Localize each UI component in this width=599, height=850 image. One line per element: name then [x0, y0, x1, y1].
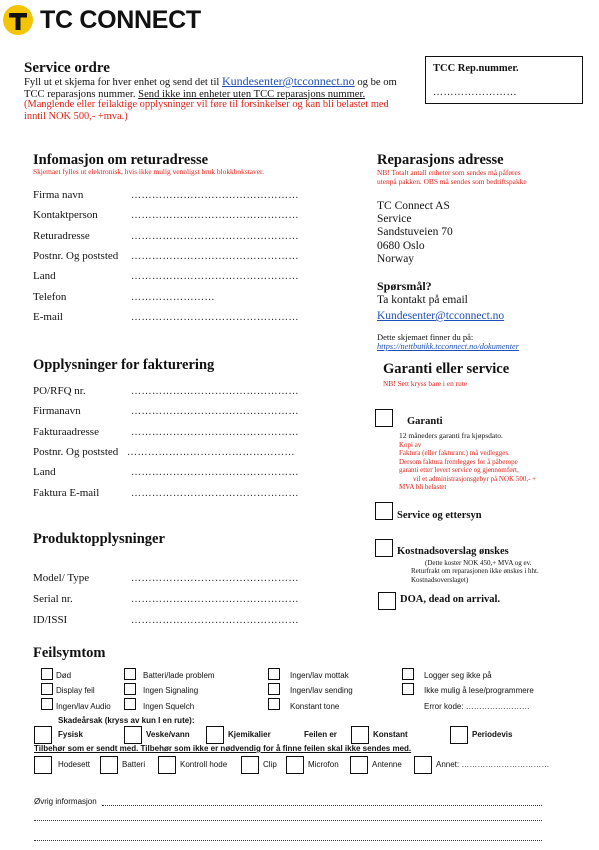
field-label: Kontaktperson	[33, 209, 98, 222]
repair-note-2: utenpå pakken. OBS må sendes som bedriftspakke	[377, 177, 527, 186]
symptom-sending-label: Ingen/lav sending	[290, 686, 353, 695]
garanti-term: Dersom faktura fremlegges for å påberope	[399, 457, 518, 466]
field-input[interactable]: …………………………………………	[131, 271, 299, 283]
accessory-clip-checkbox[interactable]	[241, 756, 259, 774]
garanti-desc: 12 måneders garanti fra kjøpsdato.	[399, 431, 503, 440]
symptom-audio-checkbox[interactable]	[41, 698, 53, 710]
question-heading: Spørsmål?	[377, 279, 432, 293]
contact-text: Ta kontakt på email	[377, 294, 468, 306]
field-label: Returadresse	[33, 229, 90, 242]
page-title: Service ordre	[24, 60, 110, 76]
brand-logo	[2, 4, 212, 36]
form-location-link[interactable]: https://nettbutikk.tcconnect.no/dokumenter	[377, 342, 519, 351]
symptoms-title: Feilsymtom	[33, 645, 106, 661]
field-label: Model/ Type	[33, 572, 90, 584]
symptom-login-label: Logger seg ikke på	[424, 671, 492, 680]
accessory-headset-checkbox[interactable]	[34, 756, 52, 774]
repair-line: Sandstuveien 70	[377, 226, 453, 239]
field-label: Postnr. Og poststed	[33, 445, 119, 458]
return-address-title: Infomasjon om returadresse	[33, 152, 209, 168]
damage-kjemikalier-label: Kjemikalier	[228, 730, 271, 739]
garanti-term: Kopi av	[399, 441, 422, 449]
garanti-term: MVA bli belastet	[399, 483, 447, 492]
damage-veske-checkbox[interactable]	[124, 726, 142, 744]
field-label: E-mail	[33, 310, 63, 323]
garanti-term: garanti etter levert service og gjennomført,	[399, 466, 519, 475]
field-input[interactable]: …………………………………………	[127, 446, 295, 458]
garanti-terms	[399, 441, 599, 491]
field-input[interactable]: …………………………………………	[131, 230, 299, 242]
field-label: Faktura E-mail	[33, 486, 100, 499]
intro-email-link[interactable]: Kundesenter@tcconnect.no	[222, 74, 355, 88]
field-input[interactable]: …………………………………………	[131, 250, 299, 262]
repair-line: Norway	[377, 252, 415, 265]
damage-fysisk-checkbox[interactable]	[34, 726, 52, 744]
other-info-line-3[interactable]	[34, 840, 542, 841]
intro-warning: (Manglende eller feilaktige opplysninger vil føre til forsinkelser og kan bli belastet med inntil NOK 500,- +mva.)	[24, 99, 389, 122]
accessory-microphone-label: Microfon	[308, 760, 339, 769]
field-label: ID/ISSI	[33, 614, 68, 626]
intro-text	[24, 76, 414, 100]
damage-periodevis-label: Periodevis	[472, 730, 513, 739]
field-label: Land	[33, 466, 56, 479]
field-label: Postnr. Og poststed	[33, 249, 119, 262]
rep-number-box[interactable]	[425, 56, 583, 104]
field-input[interactable]: …………………………………………	[131, 573, 299, 584]
symptom-squelch-label: Ingen Squelch	[143, 702, 195, 711]
symptom-battery-checkbox[interactable]	[124, 668, 136, 680]
field-input[interactable]: …………………………………………	[131, 386, 299, 397]
field-label: Firmanavn	[33, 405, 81, 418]
intro-part-1: Fyll ut et skjema for hver enhet og send det til	[24, 77, 220, 88]
estimate-desc-line: Returfrakt om reparasjonen ikke ønskes i hht.	[411, 567, 539, 576]
brand-name: TC CONNECT	[40, 6, 201, 34]
damage-kjemikalier-checkbox[interactable]	[206, 726, 224, 744]
field-label: Serial nr.	[33, 593, 73, 605]
accessory-control-head-label: Kontroll hode	[180, 760, 228, 769]
symptom-signaling-checkbox[interactable]	[124, 683, 136, 695]
doa-label: DOA, dead on arrival.	[400, 594, 501, 605]
symptom-display-checkbox[interactable]	[41, 683, 53, 695]
field-input[interactable]: …………………………………………	[131, 311, 299, 323]
field-input[interactable]: …………………………………………	[131, 487, 299, 499]
accessory-antenna-label: Antenne	[372, 760, 402, 769]
repair-line: 0680 Oslo	[377, 239, 425, 252]
form-location-text: Dette skjemaet finner du på:	[377, 332, 474, 342]
estimate-desc-line: (Dette koster NOK 450,+ MVA og ev.	[425, 559, 532, 567]
garanti-term: Faktura (eller fakturanr.) må vedlegges.	[399, 449, 510, 458]
accessory-other-checkbox[interactable]	[414, 756, 432, 774]
accessory-microphone-checkbox[interactable]	[286, 756, 304, 774]
symptom-programming-label: Ikke mulig å lese/programmere	[424, 686, 534, 695]
field-input[interactable]: …………………………………………	[131, 406, 299, 418]
other-info-label: Øvrig informasjon	[34, 797, 97, 806]
service-checkbox[interactable]	[375, 502, 393, 520]
symptom-programming-checkbox[interactable]	[402, 683, 414, 695]
accessories-note: Tilbehør som er sendt med. Tilbehør som ikke er nødvendig for å finne feilen skal ikke sendes med.	[34, 744, 412, 753]
field-label: Firma navn	[33, 189, 84, 201]
fault-type-label: Feilen er	[304, 730, 337, 739]
service-label: Service og ettersyn	[397, 510, 482, 521]
symptom-tone-label: Konstant tone	[290, 702, 340, 711]
symptom-squelch-checkbox[interactable]	[124, 698, 136, 710]
estimate-checkbox[interactable]	[375, 539, 393, 557]
repair-line: Service	[377, 213, 412, 226]
intro-part-3: TCC reparasjons nummer.	[24, 88, 136, 100]
accessory-antenna-checkbox[interactable]	[350, 756, 368, 774]
repair-line: TC Connect AS	[377, 200, 450, 212]
repair-address-lines	[377, 200, 453, 266]
damage-konstant-checkbox[interactable]	[351, 726, 369, 744]
field-input[interactable]: …………………………………………	[131, 594, 299, 605]
error-code-field[interactable]: Error kode: ……………………	[424, 702, 530, 711]
estimate-desc-line: Kostnadsoverslaget)	[411, 575, 469, 584]
damage-konstant-label: Konstant	[373, 730, 408, 739]
field-label: Land	[33, 270, 56, 283]
accessory-battery-label: Batteri	[122, 760, 146, 769]
damage-periodevis-checkbox[interactable]	[450, 726, 468, 744]
field-input[interactable]: …………………………………………	[131, 467, 299, 479]
damage-fysisk-label: Fysisk	[58, 730, 83, 739]
symptom-dod-checkbox[interactable]	[41, 668, 53, 680]
garanti-checkbox[interactable]	[375, 409, 393, 427]
contact-email-link[interactable]: Kundesenter@tcconnect.no	[377, 310, 505, 322]
symptom-sending-checkbox[interactable]	[268, 683, 280, 695]
other-info-line-2[interactable]	[34, 820, 542, 821]
doa-checkbox[interactable]	[378, 592, 396, 610]
estimate-label: Kostnadsoverslag ønskes	[397, 546, 509, 557]
symptom-login-checkbox[interactable]	[402, 668, 414, 680]
field-label: Fakturaadresse	[33, 425, 99, 438]
garanti-term: vil et administrasjonsgebyr på NOK 500,- +	[413, 474, 537, 483]
field-label: PO/RFQ nr.	[33, 385, 86, 397]
damage-veske-label: Veske/vann	[146, 730, 190, 739]
intro-underlined: Send ikke inn enheter uten TCC reparasjons nummer.	[138, 88, 366, 100]
other-info-line-1[interactable]	[102, 805, 542, 806]
damage-title: Skadeårsak (kryss av kun I en rute):	[58, 716, 195, 725]
field-input[interactable]: …………………………………………	[131, 615, 299, 626]
accessory-battery-checkbox[interactable]	[100, 756, 118, 774]
symptom-battery-label: Batteri/lade problem	[143, 671, 215, 680]
warranty-title: Garanti eller service	[383, 361, 510, 377]
field-input[interactable]: …………………………………………	[131, 190, 299, 201]
return-address-note: Skjemaet fylles ut elektronisk, hvis ikke mulig vennligst bruk blokkbokstaver.	[33, 167, 264, 176]
symptom-dod-label: Død	[56, 671, 72, 680]
billing-title: Opplysninger for fakturering	[33, 357, 215, 373]
tc-logo-icon	[2, 4, 34, 36]
field-input[interactable]: …………………………………………	[131, 426, 299, 438]
product-title: Produktopplysninger	[33, 531, 165, 547]
symptom-audio-label: Ingen/lav Audio	[56, 702, 111, 711]
intro-part-2: og be om	[357, 77, 397, 88]
repair-address-title: Reparasjons adresse	[377, 152, 504, 168]
symptom-reception-checkbox[interactable]	[268, 668, 280, 680]
symptom-tone-checkbox[interactable]	[268, 698, 280, 710]
accessory-other-label: Annet: ……………………………	[436, 760, 550, 769]
rep-number-dots: ……………………	[433, 87, 517, 98]
symptom-reception-label: Ingen/lav mottak	[290, 671, 349, 680]
accessory-clip-label: Clip	[263, 760, 277, 769]
accessory-control-head-checkbox[interactable]	[158, 756, 176, 774]
field-input[interactable]: ……………………	[131, 291, 215, 303]
warranty-note: NB! Sett kryss bare i en rute	[383, 379, 468, 388]
symptom-signaling-label: Ingen Signaling	[143, 686, 199, 695]
rep-number-label: TCC Rep.nummer.	[433, 63, 519, 74]
estimate-desc	[411, 559, 599, 584]
repair-note-1: NB! Totalt antall enheter som sendes må påføres	[377, 168, 521, 177]
accessory-headset-label: Hodesett	[58, 760, 91, 769]
garanti-label: Garanti	[407, 416, 443, 427]
field-label: Telefon	[33, 290, 67, 303]
field-input[interactable]: …………………………………………	[131, 210, 299, 222]
symptom-display-label: Display feil	[56, 686, 95, 695]
